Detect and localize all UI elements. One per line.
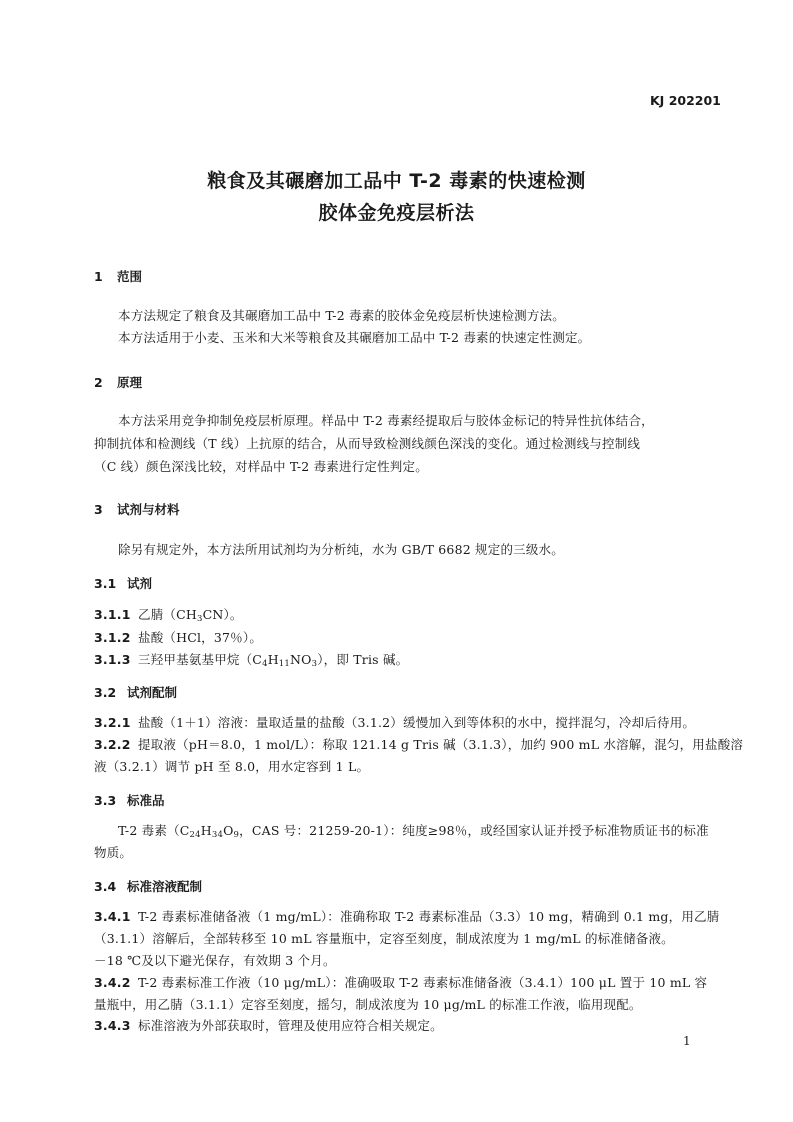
subscript: 4 — [262, 659, 268, 669]
title-line-2: 胶体金免疫层析法 — [318, 202, 475, 224]
section-3-3-heading — [94, 791, 165, 809]
item-3-1-2 — [94, 628, 262, 646]
section-3-2-heading — [94, 683, 177, 701]
section-2-title: 原理 — [117, 375, 143, 390]
title-line-1: 粮食及其碾磨加工品中 T-2 毒素的快速检测 — [207, 170, 586, 192]
item-3-4-1 — [94, 907, 719, 925]
subscript: 9 — [233, 830, 240, 840]
item-number: 3.4.1 — [94, 909, 131, 924]
item-3-4-3 — [94, 1016, 443, 1034]
item-number: 3.1.1 — [94, 607, 131, 622]
section-1-paragraph-1: 本方法规定了粮食及其碾磨加工品中 T-2 毒素的胶体金免疫层析快速检测方法。 — [118, 308, 565, 323]
section-3-title: 试剂与材料 — [117, 502, 180, 517]
document-code: KJ 202201 — [650, 93, 721, 108]
section-1-heading — [94, 267, 142, 285]
item-3-2-2 — [94, 735, 743, 753]
text: T-2 毒素（C — [118, 823, 190, 838]
section-2-line-1: 本方法采用竞争抑制免疫层析原理。样品中 T-2 毒素经提取后与胶体金标记的特异性抗体结合， — [118, 413, 654, 428]
item-text: 三羟甲基氨基甲烷（C — [138, 652, 263, 667]
item-text: CN）。 — [202, 607, 243, 622]
subscript: 34 — [211, 830, 224, 840]
section-3-3-title: 标准品 — [127, 793, 165, 808]
section-3-4-number: 3.4 — [94, 879, 117, 894]
item-text: ），即 Tris 碱。 — [317, 652, 409, 667]
section-1-number: 1 — [94, 269, 103, 284]
item-text: T-2 毒素标准储备液（1 mg/mL）：准确称取 T-2 毒素标准品（3.3）10 mg，精确到 0.1 mg，用乙腈 — [138, 909, 720, 924]
section-1-title: 范围 — [117, 269, 143, 284]
section-3-1-number: 3.1 — [94, 576, 117, 591]
page-number: 1 — [683, 1034, 691, 1048]
item-text: 盐酸（1＋1）溶液：量取适量的盐酸（3.1.2）缓慢加入到等体积的水中，搅拌混匀，冷却后待用。 — [138, 715, 696, 730]
subscript: 3 — [196, 614, 203, 624]
item-number: 3.2.2 — [94, 737, 131, 752]
text: H — [200, 823, 212, 838]
item-3-2-2-line-2: 液（3.2.1）调节 pH 至 8.0，用水定容到 1 L。 — [94, 759, 370, 774]
section-3-number: 3 — [94, 502, 103, 517]
section-2-line-3: （C 线）颜色深浅比较，对样品中 T-2 毒素进行定性判定。 — [94, 459, 428, 474]
section-2-heading — [94, 373, 142, 391]
item-number: 3.2.1 — [94, 715, 131, 730]
subscript: 11 — [278, 659, 291, 669]
item-3-1-1 — [94, 605, 243, 623]
text: ，CAS 号：21259-20-1）：纯度≥98％，或经国家认证并授予标准物质证书的标准 — [239, 823, 709, 838]
subscript: 3 — [311, 659, 318, 669]
item-text: 盐酸（HCl，37％）。 — [138, 630, 263, 645]
section-3-1-title: 试剂 — [127, 576, 153, 591]
section-3-3-line-1 — [118, 821, 709, 839]
item-number: 3.1.3 — [94, 652, 131, 667]
section-1-paragraph-2: 本方法适用于小麦、玉米和大米等粮食及其碾磨加工品中 T-2 毒素的快速定性测定。 — [118, 330, 591, 345]
section-2-line-2: 抑制抗体和检测线（T 线）上抗原的结合，从而导致检测线颜色深浅的变化。通过检测线与控制线 — [94, 436, 641, 451]
text: O — [223, 823, 234, 838]
item-text: 提取液（pH＝8.0，1 mol/L）：称取 121.14 g Tris 碱（3.1.3），加约 900 mL 水溶解，混匀，用盐酸溶 — [138, 737, 744, 752]
section-2-number: 2 — [94, 375, 103, 390]
item-text: H — [267, 652, 279, 667]
item-text: 标准溶液为外部获取时，管理及使用应符合相关规定。 — [138, 1018, 443, 1033]
item-3-1-3 — [94, 650, 408, 668]
section-3-4-heading — [94, 877, 202, 895]
item-number: 3.4.2 — [94, 975, 131, 990]
section-3-4-title: 标准溶液配制 — [127, 879, 203, 894]
item-number: 3.4.3 — [94, 1018, 131, 1033]
item-3-2-1 — [94, 713, 695, 731]
section-3-3-number: 3.3 — [94, 793, 117, 808]
section-3-heading — [94, 500, 180, 518]
item-3-4-2-line-2: 量瓶中，用乙腈（3.1.1）定容至刻度，摇匀，制成浓度为 10 μg/mL 的标准工作液，临用现配。 — [94, 997, 642, 1012]
item-3-4-1-line-2: （3.1.1）溶解后，全部转移至 10 mL 容量瓶中，定容至刻度，制成浓度为 1 mg/mL 的标准储备液。 — [94, 931, 674, 946]
item-text: T-2 毒素标准工作液（10 μg/mL）：准确吸取 T-2 毒素标准储备液（3.4.1）100 μL 置于 10 mL 容 — [138, 975, 708, 990]
section-3-2-title: 试剂配制 — [127, 685, 178, 700]
item-3-4-1-line-3: －18 ℃及以下避光保存，有效期 3 个月。 — [94, 953, 336, 968]
item-3-4-2 — [94, 973, 707, 991]
item-text: 乙腈（CH — [138, 607, 197, 622]
section-3-paragraph: 除另有规定外，本方法所用试剂均为分析纯，水为 GB/T 6682 规定的三级水。 — [118, 542, 564, 557]
section-3-3-line-2: 物质。 — [94, 845, 133, 860]
item-number: 3.1.2 — [94, 630, 131, 645]
item-text: NO — [290, 652, 312, 667]
subscript: 24 — [189, 830, 201, 840]
section-3-2-number: 3.2 — [94, 685, 117, 700]
section-3-1-heading — [94, 574, 152, 592]
